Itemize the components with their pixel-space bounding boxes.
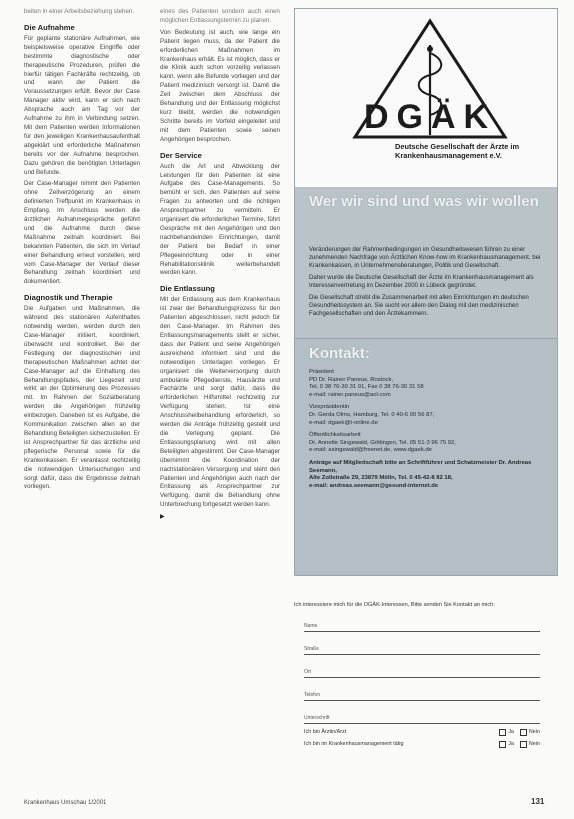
- form-field-phone[interactable]: [304, 680, 540, 701]
- field-label: Straße: [304, 646, 320, 652]
- checkbox-yes[interactable]: [499, 741, 506, 748]
- paragraph: Für geplante stationäre Aufnahmen, wie beispielsweise operative Eingriffe oder bestimmte diagnostische oder therapeutische Prozeduren, prüfen die hierfür tätigen Fachkräfte rechtzeitig, ob und wann der Patient die Voraussetzungen erfüllt. Bevor der Case Manager aktiv wird, kann er sich nach Absprache auch am Tag vor der Aufnahme zu ihm in Verbindung setzen. Mit dem Patienten werden Informationen für den jeweiligen Krankenhausaufenthalt abgeklärt und erforderliche Maßnahmen bereits vor der Aufnahme besprochen. Dazu gehören die benötigten Unterlagen und Befunde.: [24, 34, 140, 176]
- contact-line: Dr. Gerda Olms, Hamburg, Tel. 0 40-6 00 56 87,: [309, 411, 435, 418]
- checkbox-no[interactable]: [520, 729, 527, 736]
- checkbox-label: Ja: [508, 741, 514, 747]
- contact-line: Alte Zollstraße 29, 23879 Mölln, Tel. 0 45-42-8 82 18,: [309, 475, 453, 482]
- checkbox-label: Nein: [528, 741, 540, 747]
- organization-name: Deutsche Gesellschaft der Ärzte im Krankenhausmanagement e.V.: [395, 142, 520, 161]
- contact-block-vice-president: [309, 404, 549, 427]
- page-number: 131: [531, 797, 545, 806]
- field-label: Unterschrift: [304, 715, 330, 721]
- field-label: Ort: [304, 669, 311, 675]
- contact-label: Öffentlichkeitsarbeit: [309, 432, 361, 439]
- contact-label: Vizepräsidentin: [309, 404, 350, 411]
- form-field-city[interactable]: [304, 657, 540, 678]
- dgaek-logo: [345, 15, 515, 140]
- form-field-name[interactable]: [304, 611, 540, 632]
- field-label: Telefon: [304, 692, 321, 698]
- contact-line: Dr. Annette Singewald, Göttingen, Tel. 05 51-3 96 75 92,: [309, 439, 456, 446]
- article-column-2: [160, 8, 280, 522]
- contact-heading: Kontakt:: [309, 345, 370, 362]
- form-question-row-management: [304, 741, 540, 748]
- contact-line: PD Dr. Rainer Paneus, Rostock,: [309, 376, 394, 383]
- section-heading-entlassung: Die Entlassung: [160, 284, 215, 294]
- contact-email-link[interactable]: e-mail: dgaek@t-online.de: [309, 419, 378, 426]
- contact-email-link[interactable]: e-mail: asingewald@freenet.de, www.dgaek.de: [309, 447, 432, 454]
- continue-arrow-icon: ▶: [160, 514, 165, 521]
- paragraph: Die Aufgaben und Maßnahmen, die während des stationären Aufenthaltes notwendig werden, werden durch den Case-Manager initiiert, koordiniert, überwacht und kontrolliert. Bei der Festlegung der diagnostischen und therapeutischen Maßnahmen achtet der Case-Manager auf die Einhaltung des Behandlungspfades, der Liegezeit und wirkt an der Optimierung des Prozesses mit. Im Rahmen der Sozialberatung werden die Angehörigen frühzeitig einbezogen. Daneben ist es Aufgabe, die Kommunikation zwischen allen an der Behandlung Beteiligten sicherzustellen. Er ist Ansprechpartner für das ärztliche und pflegerische Personal sowie für die Krankenkassen. Er veranlasst rechtzeitig die notwendigen Untersuchungen und sorgt dafür, dass die Ergebnisse zeitnah vorliegen.: [24, 305, 140, 491]
- checkbox-no[interactable]: [520, 741, 527, 748]
- contact-label: Präsident: [309, 369, 334, 375]
- section-heading-aufnahme: Die Aufnahme: [24, 22, 75, 32]
- contact-body: [309, 369, 549, 495]
- contact-block-membership: [309, 460, 549, 490]
- article-column-1: [24, 8, 140, 495]
- question-label: Ich bin im Krankenhausmanagement tätig: [304, 741, 404, 747]
- contact-line: Tel. 0 38 76-30 31 91, Fax 0 38 76-30 31 58: [309, 384, 424, 391]
- paragraph: Mit der Entlassung aus dem Krankenhaus ist zwar der Behandlungsprozess für den Patienten abgeschlossen, nicht jedoch für den Case-Manager. Im Rahmen des Entlassungsmanagements stellt er sicher, dass der Patient und seine Angehörigen ausreichend informiert sind und die notwendigen Unterlagen vorliegen. Er organisiert die Weiterversorgung durch ambulante Pflegedienste, Hausärzte und Fachärzte und sorgt dafür, dass die erforderlichen Hilfsmittel rechtzeitig zur Verfügung stehen. Ist eine Anschlussheilbehandlung erforderlich, so werden die Anträge frühzeitig gestellt und die Verlegung geplant. Die Entlassungsplanung wird mit allen Beteiligten abgestimmt. Der Case-Manager übernimmt die Koordination der nachstationären Versorgung und steht den Patienten und Angehörigen auch nach der Entlassung als Ansprechpartner zur Verfügung, damit die Behandlung ohne Unterbrechung fortgesetzt werden kann.: [160, 296, 280, 509]
- checkbox-yes[interactable]: [499, 729, 506, 736]
- form-field-street[interactable]: [304, 634, 540, 655]
- panel-heading: Wer wir sind und was wir wollen: [309, 193, 539, 210]
- column-lead-text: eines des Patienten sondern auch einen möglichen Entlassungstermin zu planen.: [160, 8, 280, 24]
- column-lead-text: beiten in einer Arbeitsbeziehung stehen.: [24, 8, 135, 15]
- membership-form: [294, 602, 556, 748]
- form-question-row-doctor: [304, 729, 540, 736]
- logo-area: [295, 9, 557, 187]
- paragraph: Der Case-Manager nimmt den Patienten ohne Zeitverzögerung an einem definierten Treffpunkt im Krankenhaus in Empfang. Im Anschluss werden die ärztlichen Aufnahmegespräche geführt und die Aufnahme durch diese Maßnahme zeitnah koordiniert. Bei bekannten Patienten, die sich im Verlauf einer Behandlung erneut vorstellen, wird vom Case-Manager der Verlauf dieser Behandlung zeitnah koordiniert und dokumentiert.: [24, 180, 140, 286]
- form-intro: Ich interessiere mich für die DGÄK-Interessen, Bitte senden Sie Kontakt an mich:: [294, 602, 495, 608]
- panel-paragraph: Daher wurde die Deutsche Gesellschaft der Ärzte im Krankenhausmanagement als Interessenvertretung im Dezember 2000 in Lübeck gegründet.: [309, 274, 534, 289]
- paragraph: Auch die Art und Abwicklung der Leistungen für den Patienten ist eine Aufgabe des Case-Managements. So bemüht er sich, den Patienten auf seine Fragen zu antworten und die richtigen Ansprechpartner zu vermitteln. Er organisiert die erforderlichen Termine, führt Gespräche mit den Angehörigen und den nachbehandelnden Einrichtungen, damit der Patient bei Bedarf in einer Pflegeeinrichtung oder in einer Rehabilitationsklinik weiterbehandelt werden kann.: [160, 162, 280, 277]
- checkbox-label: Nein: [528, 729, 540, 735]
- footer-publication: Krankenhaus Umschau 1/2001: [24, 800, 107, 806]
- section-heading-diagnostik: Diagnostik und Therapie: [24, 293, 113, 303]
- panel-text: [309, 246, 545, 322]
- contact-label: Anträge auf Mitgliedschaft bitte an Schriftführer und Schatzmeister Dr. Andreas Seemann,: [309, 459, 532, 474]
- contact-block-pr: [309, 432, 549, 455]
- checkbox-label: Ja: [508, 729, 514, 735]
- contact-email-link[interactable]: e-mail: rainer.paneus@aol.com: [309, 391, 391, 398]
- paragraph: Von Bedeutung ist auch, wie lange ein Patient liegen muss, da der Patient die erforderlichen Maßnahmen im Krankenhaus erhält. Es ist möglich, dass er die Klinik auch schon vorzeitig verlassen kann, wenn alle Befunde vorliegen und der Patient medizinisch versorgt ist. Damit die Zeit zwischen dem Abschluss der Behandlung und der Entlassung möglichst kurz bleibt, werden die notwendigen Schritte bereits im Vorfeld eingeleitet und mit dem Patienten sowie seinen Angehörigen besprochen.: [160, 28, 280, 143]
- section-heading-service: Der Service: [160, 150, 202, 160]
- form-field-signature[interactable]: [304, 703, 540, 724]
- contact-block-president: [309, 369, 549, 399]
- contact-box: [294, 338, 558, 576]
- logo-letters: DGÄK: [363, 98, 497, 136]
- panel-paragraph: Veränderungen der Rahmenbedingungen im Gesundheitswesen führen zu einer zunehmenden Nachfrage von Ärztlichen Know-how im Krankenhausmanagement, bei Krankenkassen, in Unternehmensberatungen, Politik und Gesellschaft.: [309, 246, 541, 269]
- contact-email-link[interactable]: e-mail: andreas.seemann@gesund-internet.de: [309, 482, 439, 489]
- field-label: Name: [304, 623, 318, 629]
- panel-paragraph: Die Gesellschaft strebt die Zusammenarbeit mit allen Einrichtungen im deutschen Gesundheitssystem an. Sie sucht vor allem den Dialog mit den medizinischen Fachgesellschaften und den Ärztekammern.: [309, 294, 529, 317]
- question-label: Ich bin Ärztin/Arzt: [304, 729, 347, 735]
